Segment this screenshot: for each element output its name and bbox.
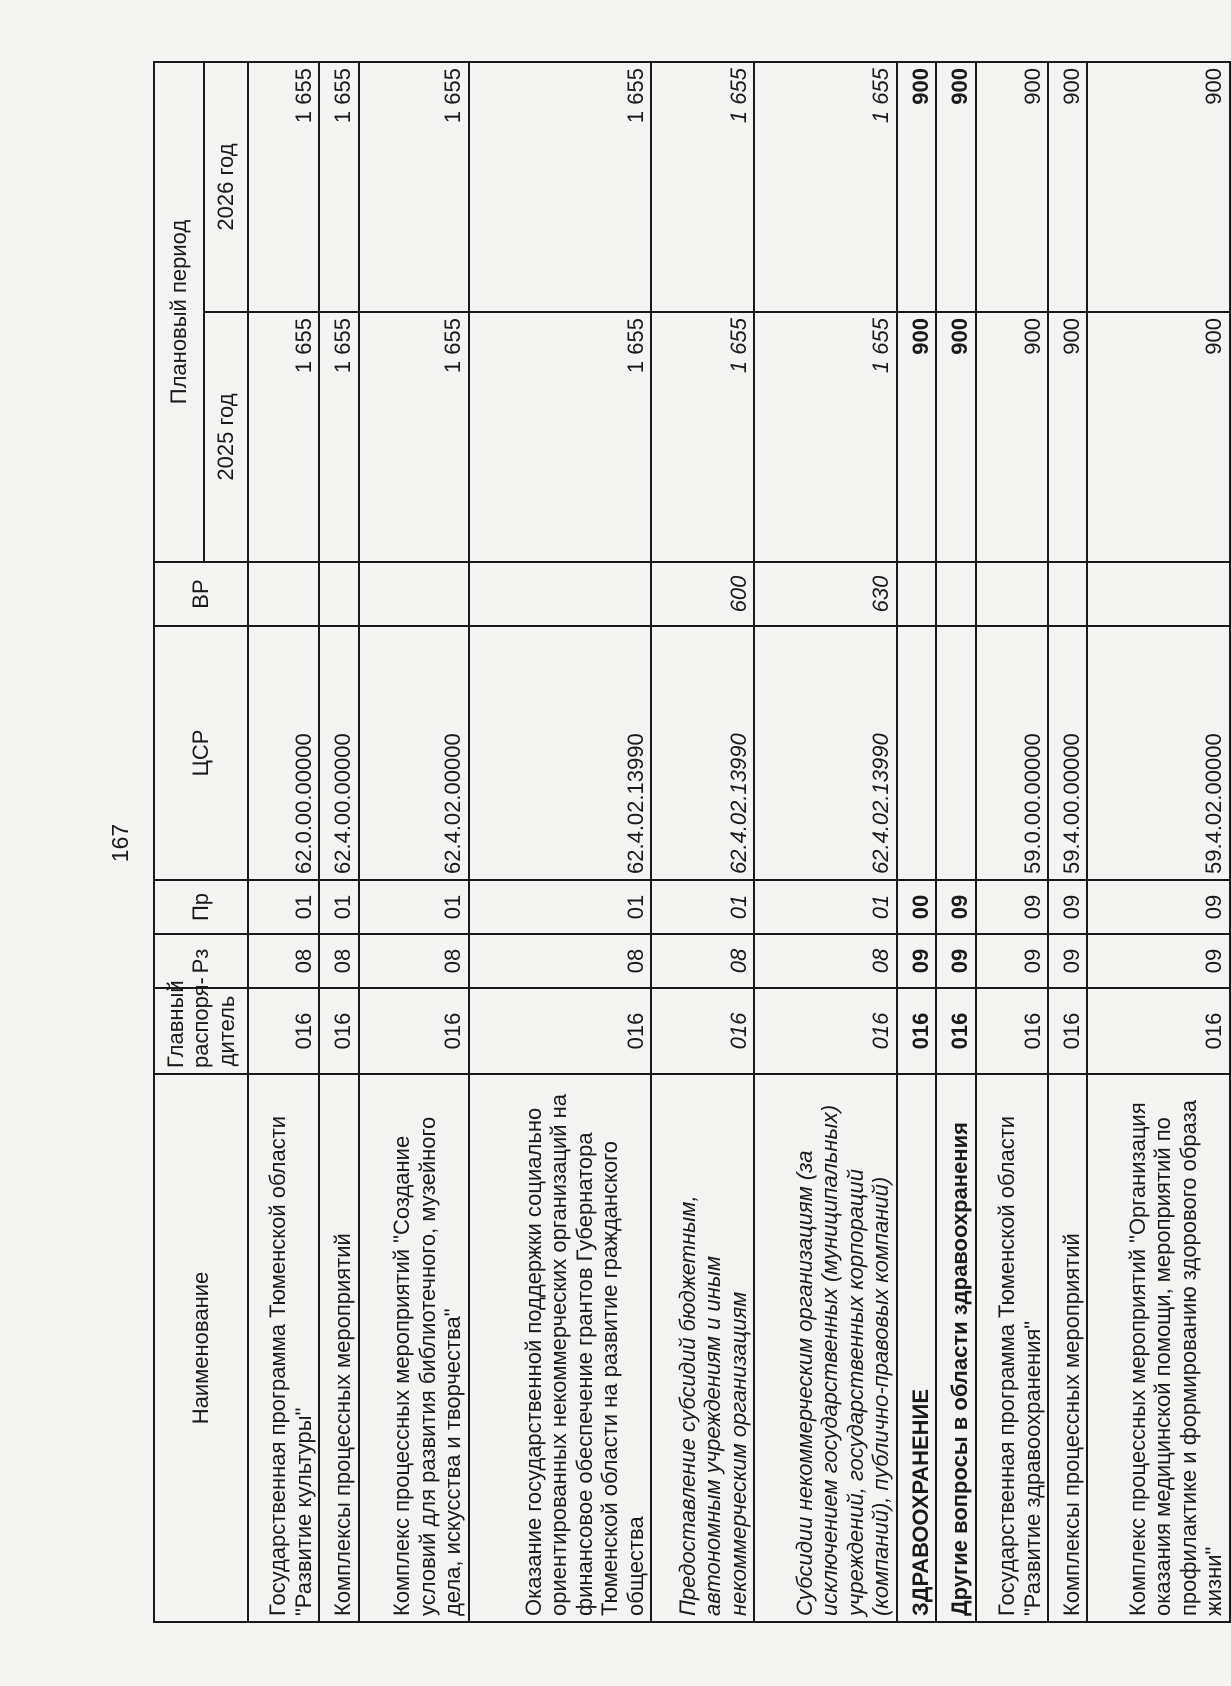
table-row [651, 62, 754, 1622]
cell-csr: 62.0.00.00000 [248, 626, 319, 880]
table-row [754, 62, 896, 1622]
cell-csr: 59.4.02.00000 [1087, 626, 1230, 880]
cell-2025: 900 [1087, 312, 1230, 562]
header-year-2026: 2026 год [204, 62, 248, 312]
cell-2025: 1 655 [359, 312, 469, 562]
cell-rz: 08 [469, 934, 651, 988]
cell-vr [469, 562, 651, 626]
cell-2025: 900 [1048, 312, 1087, 562]
cell-2026: 1 655 [651, 62, 754, 312]
cell-rz: 09 [976, 934, 1048, 988]
cell-name: Субсидии некоммерческим организациям (за исключением государственных (муниципальных) учреждений, государственных корпораций (компаний), публично-правовых компаний) [754, 1074, 896, 1622]
header-name: Наименование [154, 1074, 248, 1622]
table-row [976, 62, 1048, 1622]
cell-vr: 600 [651, 562, 754, 626]
cell-csr: 62.4.02.13990 [754, 626, 896, 880]
cell-rz: 08 [754, 934, 896, 988]
cell-main-disposer: 016 [651, 988, 754, 1074]
cell-pr: 01 [754, 880, 896, 934]
cell-rz: 09 [1048, 934, 1087, 988]
cell-2025: 900 [936, 312, 975, 562]
table-row [936, 62, 975, 1622]
cell-main-disposer: 016 [319, 988, 358, 1074]
header-planning-period: Плановый период [154, 62, 204, 562]
cell-name: Комплексы процессных мероприятий [319, 1074, 358, 1622]
cell-2026: 900 [897, 62, 936, 312]
cell-pr: 01 [651, 880, 754, 934]
cell-rz: 08 [359, 934, 469, 988]
cell-name: Предоставление субсидий бюджетным, автономным учреждениям и иным некоммерческим организациям [651, 1074, 754, 1622]
cell-main-disposer: 016 [469, 988, 651, 1074]
cell-pr: 01 [248, 880, 319, 934]
cell-pr: 01 [469, 880, 651, 934]
cell-main-disposer: 016 [1048, 988, 1087, 1074]
header-year-2025: 2025 год [204, 312, 248, 562]
cell-2025: 1 655 [651, 312, 754, 562]
cell-csr: 62.4.02.13990 [651, 626, 754, 880]
cell-vr [248, 562, 319, 626]
cell-2026: 1 655 [754, 62, 896, 312]
cell-vr [359, 562, 469, 626]
cell-2026: 1 655 [469, 62, 651, 312]
cell-name: Комплекс процессных мероприятий "Организация оказания медицинской помощи, мероприятий по профилактике и формированию здорового образа жизни" [1087, 1074, 1230, 1622]
cell-vr: 630 [754, 562, 896, 626]
cell-pr: 09 [1048, 880, 1087, 934]
cell-main-disposer: 016 [1087, 988, 1230, 1074]
cell-name: Комплексы процессных мероприятий [1048, 1074, 1087, 1622]
cell-name: Комплекс процессных мероприятий "Создание условий для развития библиотечного, музейного дела, искусства и творчества" [359, 1074, 469, 1622]
cell-2026: 1 655 [248, 62, 319, 312]
cell-2025: 900 [976, 312, 1048, 562]
cell-name: Государственная программа Тюменской области "Развитие здравоохранения" [976, 1074, 1048, 1622]
table-row [248, 62, 319, 1622]
header-pr: Пр [154, 880, 248, 934]
cell-2025: 900 [897, 312, 936, 562]
header-main-disposer: Главный распоря-дитель [154, 988, 248, 1074]
cell-main-disposer: 016 [976, 988, 1048, 1074]
table-row [1048, 62, 1087, 1622]
page-number: 167 [107, 823, 133, 863]
cell-2026: 1 655 [319, 62, 358, 312]
budget-table-container [153, 63, 1231, 1623]
table-row [319, 62, 358, 1622]
cell-rz: 09 [936, 934, 975, 988]
cell-rz: 08 [319, 934, 358, 988]
cell-main-disposer: 016 [248, 988, 319, 1074]
cell-name: ЗДРАВООХРАНЕНИЕ [897, 1074, 936, 1622]
cell-vr [897, 562, 936, 626]
cell-csr: 59.0.00.00000 [976, 626, 1048, 880]
table-row [469, 62, 651, 1622]
cell-2025: 1 655 [319, 312, 358, 562]
cell-csr: 62.4.02.00000 [359, 626, 469, 880]
cell-2026: 900 [936, 62, 975, 312]
cell-2025: 1 655 [248, 312, 319, 562]
cell-2025: 1 655 [754, 312, 896, 562]
cell-vr [1048, 562, 1087, 626]
table-row [359, 62, 469, 1622]
cell-main-disposer: 016 [359, 988, 469, 1074]
cell-csr: 59.4.00.00000 [1048, 626, 1087, 880]
cell-pr: 00 [897, 880, 936, 934]
cell-rz: 08 [651, 934, 754, 988]
table-row [897, 62, 936, 1622]
cell-csr [897, 626, 936, 880]
cell-pr: 09 [936, 880, 975, 934]
cell-rz: 09 [1087, 934, 1230, 988]
cell-vr [936, 562, 975, 626]
header-csr: ЦСР [154, 626, 248, 880]
budget-table [153, 61, 1231, 1623]
cell-pr: 09 [976, 880, 1048, 934]
cell-main-disposer: 016 [936, 988, 975, 1074]
header-vr: ВР [154, 562, 248, 626]
table-body [248, 62, 1230, 1622]
table-row [1087, 62, 1230, 1622]
cell-pr: 01 [359, 880, 469, 934]
cell-vr [976, 562, 1048, 626]
cell-rz: 08 [248, 934, 319, 988]
cell-vr [1087, 562, 1230, 626]
cell-2026: 900 [976, 62, 1048, 312]
cell-2025: 1 655 [469, 312, 651, 562]
cell-pr: 01 [319, 880, 358, 934]
cell-main-disposer: 016 [897, 988, 936, 1074]
header-rz: Рз [154, 934, 248, 988]
cell-2026: 900 [1048, 62, 1087, 312]
cell-rz: 09 [897, 934, 936, 988]
cell-csr [936, 626, 975, 880]
cell-name: Государственная программа Тюменской области "Развитие культуры" [248, 1074, 319, 1622]
cell-2026: 900 [1087, 62, 1230, 312]
cell-name: Оказание государственной поддержки социально ориентированных некоммерческих организаций на финансовое обеспечение грантов Губернатора Тюменской области на развитие гражданского общества [469, 1074, 651, 1622]
cell-vr [319, 562, 358, 626]
cell-csr: 62.4.00.00000 [319, 626, 358, 880]
cell-csr: 62.4.02.13990 [469, 626, 651, 880]
cell-pr: 09 [1087, 880, 1230, 934]
cell-main-disposer: 016 [754, 988, 896, 1074]
cell-name: Другие вопросы в области здравоохранения [936, 1074, 975, 1622]
cell-2026: 1 655 [359, 62, 469, 312]
